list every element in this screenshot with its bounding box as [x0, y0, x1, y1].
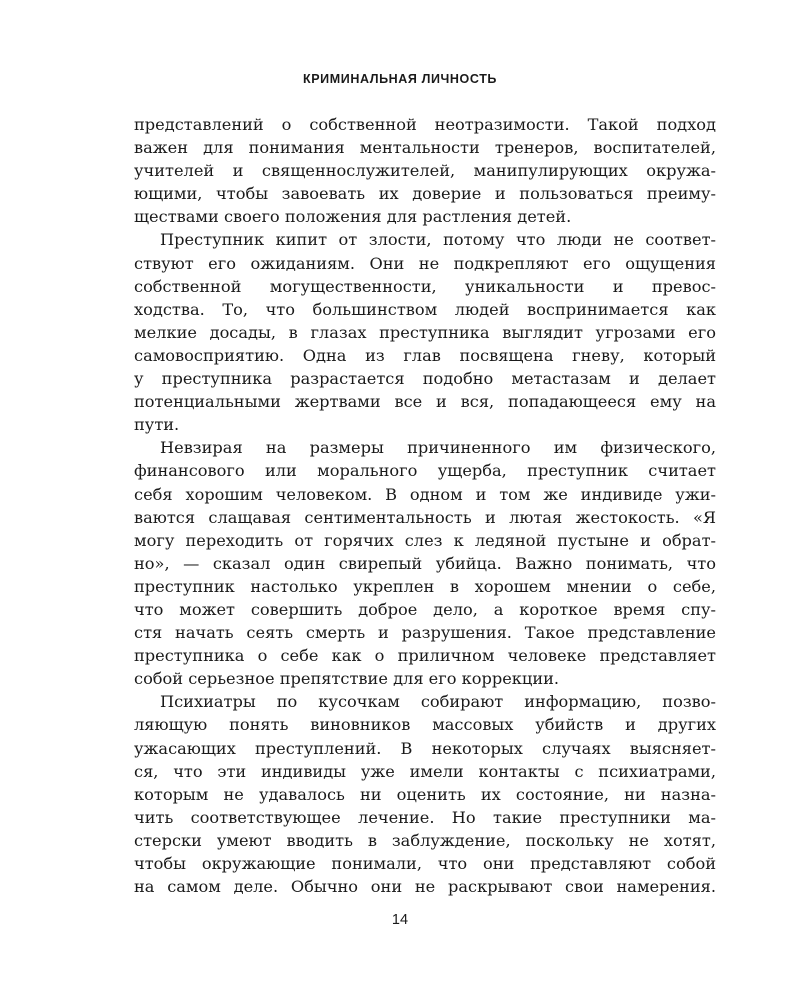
text-line: финансового или морального ущерба, преступник считает: [134, 461, 716, 481]
text-line: что может совершить доброе дело, а короткое время спу-: [134, 599, 716, 619]
text-line: пути.: [134, 415, 180, 435]
text-line: стерски умеют вводить в заблуждение, поскольку не хотят,: [134, 830, 716, 850]
text-line: чтобы окружающие понимали, что они представляют собой: [134, 854, 716, 873]
text-line: на самом деле. Обычно они не раскрывают свои намерения.: [134, 877, 716, 897]
page-number: 14: [391, 912, 409, 928]
text-line: самовосприятию. Одна из глав посвящена гневу, который: [134, 345, 716, 365]
text-line: представлений о собственной неотразимости. Такой подход: [134, 115, 716, 134]
paragraph: [134, 228, 716, 436]
text-line: ужасающих преступлений. В некоторых случаях выясняет-: [134, 738, 716, 758]
text-line: собственной могущественности, уникальности и превос-: [134, 276, 716, 296]
paragraph: [134, 113, 716, 228]
text-line: Невзирая на размеры причиненного им физического,: [160, 438, 716, 458]
text-line: потенциальными жертвами все и вся, попадающееся ему на: [134, 392, 716, 412]
text-line: себя хорошим человеком. В одном и том же индивиде ужи-: [134, 484, 716, 504]
text-line: преступник настолько укреплен в хорошем мнении о себе,: [134, 576, 716, 596]
text-line: Преступник кипит от злости, потому что люди не соответ-: [160, 230, 716, 250]
text-line: Психиатры по кусочкам собирают информацию, позво-: [160, 692, 716, 712]
text-line: чить соответствующее лечение. Но такие преступники ма-: [134, 807, 716, 827]
text-line: ществами своего положения для растления детей.: [134, 207, 572, 227]
text-line: которым не удавалось ни оценить их состояние, ни назна-: [134, 784, 716, 804]
running-header: КРИМИНАЛЬНАЯ ЛИЧНОСТЬ: [302, 72, 498, 86]
text-line: важен для понимания ментальности тренеров, воспитателей,: [134, 138, 716, 158]
text-line: собой серьезное препятствие для его коррекции.: [134, 669, 560, 689]
text-line: ющими, чтобы завоевать их доверие и пользоваться преиму-: [134, 184, 716, 204]
paragraph: [134, 690, 716, 898]
text-line: ляющую понять виновников массовых убийств и других: [134, 715, 716, 735]
text-line: но», — сказал один свирепый убийца. Важно понимать, что: [134, 553, 716, 573]
text-line: ходства. То, что большинством людей воспринимается как: [134, 299, 716, 319]
text-line: стя начать сеять смерть и разрушения. Такое представление: [134, 623, 716, 643]
text-line: могу переходить от горячих слез к ледяной пустыне и обрат-: [134, 530, 716, 550]
text-line: мелкие досады, в глазах преступника выглядит угрозами его: [134, 322, 716, 342]
text-line: ся, что эти индивиды уже имели контакты с психиатрами,: [134, 761, 716, 781]
text-line: ваются слащавая сентиментальность и лютая жестокость. «Я: [134, 507, 716, 527]
paragraph: [134, 436, 716, 690]
text-line: преступника о себе как о приличном человеке представляет: [134, 646, 716, 666]
text-line: у преступника разрастается подобно метастазам и делает: [134, 369, 716, 389]
body-text: [134, 113, 716, 898]
text-line: учителей и священнослужителей, манипулирующих окружа-: [134, 161, 716, 181]
text-line: ствуют его ожиданиям. Они не подкрепляют его ощущения: [134, 253, 716, 273]
